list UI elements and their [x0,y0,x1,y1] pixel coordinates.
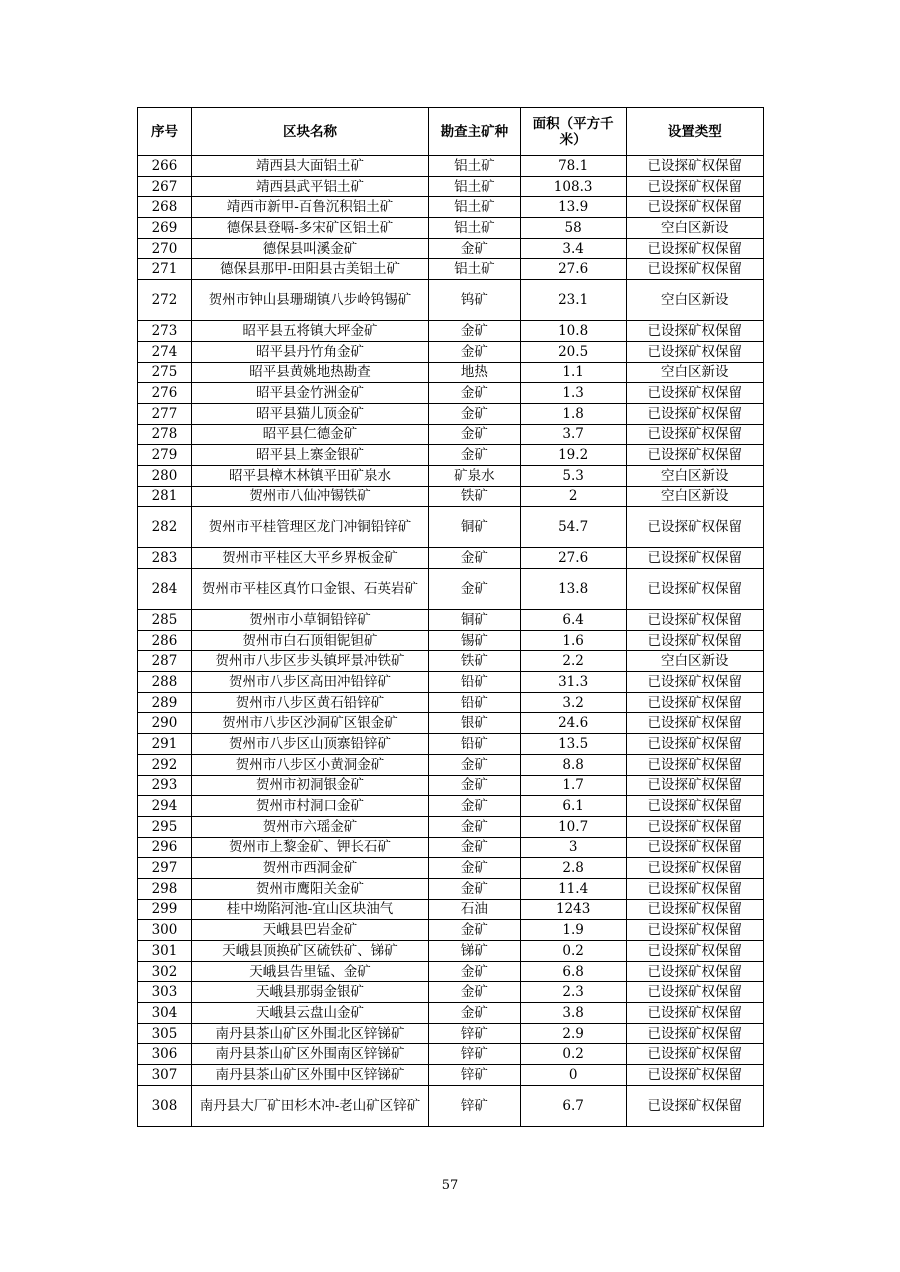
cell-mineral: 金矿 [429,775,521,796]
cell-no: 287 [138,651,192,672]
cell-name: 天峨县告里锰、金矿 [191,961,428,982]
cell-mineral: 铁矿 [429,486,521,507]
table-row [138,156,764,177]
cell-mineral: 金矿 [429,1003,521,1024]
cell-mineral: 金矿 [429,238,521,259]
cell-no: 292 [138,754,192,775]
cell-no: 301 [138,941,192,962]
cell-type: 已设探矿权保留 [626,1044,763,1065]
cell-no: 283 [138,548,192,569]
cell-no: 268 [138,197,192,218]
cell-area: 13.5 [520,734,626,755]
cell-type: 空白区新设 [626,486,763,507]
cell-area: 1.9 [520,920,626,941]
cell-no: 279 [138,445,192,466]
cell-no: 295 [138,816,192,837]
cell-mineral: 金矿 [429,445,521,466]
table-row [138,341,764,362]
cell-type: 已设探矿权保留 [626,156,763,177]
cell-mineral: 金矿 [429,569,521,610]
cell-type: 已设探矿权保留 [626,796,763,817]
table-row [138,383,764,404]
cell-name: 昭平县黄姚地热勘查 [191,362,428,383]
cell-no: 298 [138,878,192,899]
cell-type: 已设探矿权保留 [626,775,763,796]
cell-area: 1.7 [520,775,626,796]
cell-name: 昭平县金竹洲金矿 [191,383,428,404]
table-row [138,218,764,239]
cell-area: 6.8 [520,961,626,982]
table-row [138,280,764,321]
cell-mineral: 金矿 [429,920,521,941]
table-row [138,259,764,280]
table-row [138,878,764,899]
cell-no: 307 [138,1065,192,1086]
table-row [138,651,764,672]
cell-name: 贺州市村洞口金矿 [191,796,428,817]
cell-name: 昭平县仁德金矿 [191,424,428,445]
cell-mineral: 金矿 [429,383,521,404]
cell-name: 昭平县猫儿顶金矿 [191,403,428,424]
cell-area: 19.2 [520,445,626,466]
cell-no: 282 [138,507,192,548]
cell-mineral: 金矿 [429,403,521,424]
cell-type: 已设探矿权保留 [626,383,763,404]
cell-name: 南丹县大厂矿田杉木冲-老山矿区锌矿 [191,1085,428,1126]
cell-name: 贺州市八步区山顶寨铅锌矿 [191,734,428,755]
header-mineral: 勘查主矿种 [429,108,521,156]
table-row [138,465,764,486]
cell-no: 300 [138,920,192,941]
cell-mineral: 铜矿 [429,610,521,631]
table-row [138,424,764,445]
cell-mineral: 金矿 [429,341,521,362]
cell-name: 贺州市八仙冲锡铁矿 [191,486,428,507]
cell-no: 286 [138,630,192,651]
cell-mineral: 锡矿 [429,630,521,651]
table-row [138,982,764,1003]
cell-area: 1.1 [520,362,626,383]
cell-name: 南丹县茶山矿区外围北区锌锑矿 [191,1023,428,1044]
cell-name: 贺州市小草铜铅锌矿 [191,610,428,631]
cell-name: 贺州市平桂区真竹口金银、石英岩矿 [191,569,428,610]
cell-name: 昭平县樟木林镇平田矿泉水 [191,465,428,486]
cell-type: 已设探矿权保留 [626,507,763,548]
cell-mineral: 锌矿 [429,1085,521,1126]
cell-type: 已设探矿权保留 [626,238,763,259]
cell-area: 78.1 [520,156,626,177]
cell-area: 3.7 [520,424,626,445]
table-row [138,610,764,631]
header-no: 序号 [138,108,192,156]
cell-mineral: 铁矿 [429,651,521,672]
cell-type: 已设探矿权保留 [626,424,763,445]
cell-no: 302 [138,961,192,982]
cell-name: 贺州市上黎金矿、钾长石矿 [191,837,428,858]
cell-area: 2.2 [520,651,626,672]
table-row [138,1023,764,1044]
cell-type: 已设探矿权保留 [626,176,763,197]
table-row [138,734,764,755]
cell-no: 285 [138,610,192,631]
cell-area: 8.8 [520,754,626,775]
cell-name: 贺州市八步区沙洞矿区银金矿 [191,713,428,734]
cell-type: 已设探矿权保留 [626,858,763,879]
table-row [138,176,764,197]
cell-type: 已设探矿权保留 [626,197,763,218]
cell-name: 贺州市白石顶钼铌钽矿 [191,630,428,651]
cell-mineral: 金矿 [429,796,521,817]
cell-mineral: 锑矿 [429,941,521,962]
cell-type: 已设探矿权保留 [626,713,763,734]
cell-no: 270 [138,238,192,259]
cell-no: 299 [138,899,192,920]
cell-name: 贺州市初洞银金矿 [191,775,428,796]
cell-name: 靖西市新甲-百鲁沉积铝土矿 [191,197,428,218]
cell-mineral: 锌矿 [429,1023,521,1044]
header-name: 区块名称 [191,108,428,156]
cell-name: 靖西县大面铝土矿 [191,156,428,177]
cell-mineral: 铝土矿 [429,197,521,218]
table-row [138,238,764,259]
table-row [138,899,764,920]
cell-type: 已设探矿权保留 [626,982,763,1003]
cell-area: 24.6 [520,713,626,734]
cell-area: 1.6 [520,630,626,651]
table-row [138,1065,764,1086]
cell-no: 278 [138,424,192,445]
cell-type: 已设探矿权保留 [626,754,763,775]
cell-no: 272 [138,280,192,321]
cell-mineral: 金矿 [429,961,521,982]
cell-name: 昭平县丹竹角金矿 [191,341,428,362]
table-row [138,941,764,962]
cell-area: 0 [520,1065,626,1086]
header-area: 面积（平方千米） [520,108,626,156]
cell-area: 20.5 [520,341,626,362]
cell-no: 294 [138,796,192,817]
cell-no: 274 [138,341,192,362]
cell-area: 10.8 [520,321,626,342]
cell-type: 空白区新设 [626,280,763,321]
header-type: 设置类型 [626,108,763,156]
mining-blocks-table [137,107,764,1127]
cell-type: 已设探矿权保留 [626,1065,763,1086]
cell-type: 已设探矿权保留 [626,692,763,713]
table-row [138,775,764,796]
cell-mineral: 锌矿 [429,1044,521,1065]
table-body [138,156,764,1127]
cell-mineral: 矿泉水 [429,465,521,486]
cell-name: 昭平县上寨金银矿 [191,445,428,466]
cell-name: 贺州市钟山县珊瑚镇八步岭钨锡矿 [191,280,428,321]
cell-no: 288 [138,672,192,693]
cell-type: 已设探矿权保留 [626,816,763,837]
cell-area: 11.4 [520,878,626,899]
cell-area: 13.9 [520,197,626,218]
cell-mineral: 金矿 [429,837,521,858]
table-row [138,961,764,982]
cell-name: 桂中坳陷河池-宜山区块油气 [191,899,428,920]
cell-area: 2.3 [520,982,626,1003]
cell-name: 贺州市八步区黄石铅锌矿 [191,692,428,713]
cell-no: 297 [138,858,192,879]
cell-no: 281 [138,486,192,507]
cell-mineral: 银矿 [429,713,521,734]
cell-no: 273 [138,321,192,342]
cell-name: 天峨县顶换矿区硫铁矿、锑矿 [191,941,428,962]
cell-area: 0.2 [520,1044,626,1065]
cell-type: 空白区新设 [626,651,763,672]
cell-mineral: 铅矿 [429,672,521,693]
table-row [138,507,764,548]
cell-mineral: 铜矿 [429,507,521,548]
cell-type: 已设探矿权保留 [626,899,763,920]
cell-no: 308 [138,1085,192,1126]
cell-no: 306 [138,1044,192,1065]
cell-area: 2.9 [520,1023,626,1044]
cell-name: 德保县登嗝-多宋矿区铝土矿 [191,218,428,239]
cell-mineral: 金矿 [429,982,521,1003]
table-row [138,1003,764,1024]
cell-name: 贺州市八步区小黄洞金矿 [191,754,428,775]
table-row [138,569,764,610]
cell-type: 空白区新设 [626,465,763,486]
table-row [138,630,764,651]
cell-no: 276 [138,383,192,404]
cell-type: 已设探矿权保留 [626,321,763,342]
table-row [138,197,764,218]
table-row [138,1044,764,1065]
cell-type: 已设探矿权保留 [626,630,763,651]
cell-area: 108.3 [520,176,626,197]
cell-area: 3.8 [520,1003,626,1024]
page-number: 57 [441,1178,459,1193]
cell-no: 266 [138,156,192,177]
cell-mineral: 铝土矿 [429,218,521,239]
cell-type: 已设探矿权保留 [626,610,763,631]
cell-area: 13.8 [520,569,626,610]
cell-name: 南丹县茶山矿区外围中区锌锑矿 [191,1065,428,1086]
cell-mineral: 金矿 [429,878,521,899]
cell-type: 空白区新设 [626,218,763,239]
cell-mineral: 钨矿 [429,280,521,321]
cell-type: 已设探矿权保留 [626,837,763,858]
cell-name: 贺州市西洞金矿 [191,858,428,879]
table-row [138,486,764,507]
cell-area: 58 [520,218,626,239]
table-row [138,837,764,858]
cell-no: 280 [138,465,192,486]
cell-area: 23.1 [520,280,626,321]
cell-mineral: 铅矿 [429,734,521,755]
table-row [138,403,764,424]
cell-mineral: 地热 [429,362,521,383]
cell-area: 31.3 [520,672,626,693]
cell-mineral: 铝土矿 [429,176,521,197]
cell-type: 已设探矿权保留 [626,1085,763,1126]
cell-area: 6.1 [520,796,626,817]
cell-type: 已设探矿权保留 [626,961,763,982]
cell-no: 289 [138,692,192,713]
cell-name: 靖西县武平铝土矿 [191,176,428,197]
cell-type: 已设探矿权保留 [626,941,763,962]
cell-area: 54.7 [520,507,626,548]
cell-area: 2 [520,486,626,507]
cell-mineral: 铝土矿 [429,156,521,177]
cell-area: 1243 [520,899,626,920]
table-row [138,858,764,879]
cell-area: 3.2 [520,692,626,713]
cell-type: 已设探矿权保留 [626,548,763,569]
cell-mineral: 金矿 [429,816,521,837]
cell-area: 3.4 [520,238,626,259]
cell-name: 贺州市八步区高田冲铅锌矿 [191,672,428,693]
cell-no: 304 [138,1003,192,1024]
cell-area: 2.8 [520,858,626,879]
cell-area: 5.3 [520,465,626,486]
cell-type: 空白区新设 [626,362,763,383]
table-header-row [138,108,764,156]
cell-mineral: 金矿 [429,424,521,445]
cell-name: 贺州市八步区步头镇坪景冲铁矿 [191,651,428,672]
cell-name: 贺州市平桂区大平乡界板金矿 [191,548,428,569]
cell-mineral: 金矿 [429,754,521,775]
cell-no: 305 [138,1023,192,1044]
table-row [138,692,764,713]
cell-name: 贺州市鹰阳关金矿 [191,878,428,899]
table-row [138,321,764,342]
table-row [138,445,764,466]
table-row [138,816,764,837]
table-row [138,672,764,693]
cell-name: 天峨县巴岩金矿 [191,920,428,941]
cell-area: 27.6 [520,259,626,280]
cell-type: 已设探矿权保留 [626,734,763,755]
cell-no: 271 [138,259,192,280]
cell-mineral: 铅矿 [429,692,521,713]
cell-name: 昭平县五将镇大坪金矿 [191,321,428,342]
cell-area: 6.4 [520,610,626,631]
cell-type: 已设探矿权保留 [626,569,763,610]
table-row [138,796,764,817]
table-row [138,754,764,775]
cell-type: 已设探矿权保留 [626,1023,763,1044]
cell-no: 303 [138,982,192,1003]
cell-no: 290 [138,713,192,734]
cell-no: 291 [138,734,192,755]
cell-area: 6.7 [520,1085,626,1126]
cell-area: 3 [520,837,626,858]
cell-name: 德保县叫溪金矿 [191,238,428,259]
cell-no: 293 [138,775,192,796]
cell-name: 贺州市平桂管理区龙门冲铜铅锌矿 [191,507,428,548]
cell-mineral: 铝土矿 [429,259,521,280]
cell-name: 南丹县茶山矿区外围南区锌锑矿 [191,1044,428,1065]
cell-no: 277 [138,403,192,424]
cell-name: 天峨县那弱金银矿 [191,982,428,1003]
table-row [138,713,764,734]
table-row [138,362,764,383]
cell-type: 已设探矿权保留 [626,259,763,280]
cell-mineral: 锌矿 [429,1065,521,1086]
cell-area: 0.2 [520,941,626,962]
cell-type: 已设探矿权保留 [626,878,763,899]
cell-no: 269 [138,218,192,239]
cell-no: 267 [138,176,192,197]
cell-area: 1.3 [520,383,626,404]
cell-mineral: 金矿 [429,548,521,569]
cell-type: 已设探矿权保留 [626,403,763,424]
cell-type: 已设探矿权保留 [626,445,763,466]
cell-area: 27.6 [520,548,626,569]
cell-type: 已设探矿权保留 [626,1003,763,1024]
cell-type: 已设探矿权保留 [626,920,763,941]
cell-name: 贺州市六瑶金矿 [191,816,428,837]
cell-area: 1.8 [520,403,626,424]
cell-mineral: 金矿 [429,858,521,879]
table-row [138,548,764,569]
cell-type: 已设探矿权保留 [626,341,763,362]
table-row [138,920,764,941]
cell-no: 275 [138,362,192,383]
cell-name: 天峨县云盘山金矿 [191,1003,428,1024]
cell-name: 德保县那甲-田阳县古美铝土矿 [191,259,428,280]
cell-no: 284 [138,569,192,610]
cell-area: 10.7 [520,816,626,837]
cell-mineral: 金矿 [429,321,521,342]
cell-mineral: 石油 [429,899,521,920]
cell-type: 已设探矿权保留 [626,672,763,693]
cell-no: 296 [138,837,192,858]
table-row [138,1085,764,1126]
